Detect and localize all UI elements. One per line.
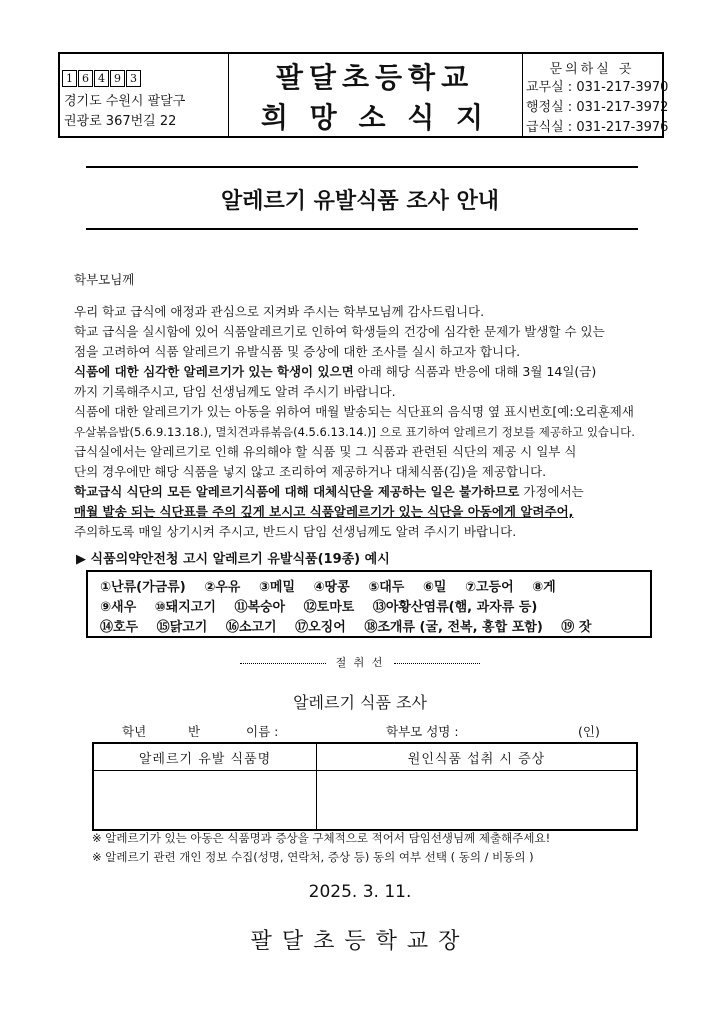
body-line: 점을 고려하여 식품 알레르기 유발식품 및 증상에 대한 조사를 실시 하고자 합니다. bbox=[74, 344, 521, 359]
contact-cell bbox=[522, 54, 669, 136]
body-line: 주의하도록 매일 상기시켜 주시고, 반드시 담임 선생님께도 알려 주시기 바랍니다. bbox=[74, 524, 517, 539]
greeting: 학부모님께 bbox=[74, 272, 135, 287]
contact-cafeteria: 급식실 : 031-217-3976 bbox=[526, 120, 669, 135]
body-line: 까지 기록해주시고, 담임 선생님께도 알려 주시기 바랍니다. bbox=[74, 384, 396, 399]
title-rule-top bbox=[86, 166, 638, 168]
allergen-item: ⑨새우 bbox=[100, 600, 137, 615]
body-line: 우살볶음밥(5.6.9.13.18.), 멸치견과류볶음(4.5.6.13.14.)] 으로 표기하여 알레르기 정보를 제공하고 있습니다. bbox=[74, 425, 635, 439]
allergen-item: ⑥밀 bbox=[422, 580, 447, 595]
allergen-item: ⑰오징어 bbox=[295, 620, 346, 635]
body-line: 우리 학교 급식에 애정과 관심으로 지켜봐 주시는 학부모님께 감사드립니다. bbox=[74, 304, 485, 319]
postal-code: 1 6 4 9 3 bbox=[62, 70, 141, 87]
address-cell bbox=[60, 54, 229, 136]
grade-label: 학년 bbox=[122, 724, 147, 739]
allergen-row bbox=[100, 576, 570, 595]
parent-name-label: 학부모 성명 : bbox=[386, 724, 459, 739]
allergen-item: ⑯소고기 bbox=[225, 620, 277, 635]
note-line: ※ 알레르기가 있는 아동은 식품명과 증상을 구체적으로 적어서 담임선생님께 제출해주세요! bbox=[92, 831, 551, 845]
allergen-food-input[interactable] bbox=[93, 771, 317, 831]
address-line2: 권광로 367번길 22 bbox=[64, 114, 177, 129]
allergen-item: ⑫토마토 bbox=[303, 600, 355, 615]
allergen-item: ②우유 bbox=[204, 580, 241, 595]
body-line-emphasis: 매월 발송 되는 식단표를 주의 깊게 보시고 식품알레르기가 있는 식단을 아동에게 알려주어, bbox=[74, 504, 574, 519]
body-line: 식품에 대한 심각한 알레르기가 있는 학생이 있으면 아래 해당 식품과 반응에 대해 3월 14일(금) bbox=[74, 364, 597, 379]
allergen-item: ⑤대두 bbox=[368, 580, 405, 595]
allergen-item: ⑬아황산염류(햄, 과자류 등) bbox=[372, 600, 538, 615]
school-name: 팔달초등학교 bbox=[275, 61, 475, 94]
body-line: 단의 경우에만 해당 식품을 넣지 않고 조리하여 제공하거나 대체식품(김)을 제공합니다. bbox=[74, 464, 547, 479]
seal-label: (인) bbox=[578, 724, 600, 739]
contact-admin: 행정실 : 031-217-3972 bbox=[526, 100, 669, 115]
allergen-item: ④땅콩 bbox=[313, 580, 350, 595]
allergen-item: ①난류(가금류) bbox=[100, 580, 186, 595]
allergen-item: ⑮닭고기 bbox=[156, 620, 208, 635]
body-line: 학교 급식을 실시함에 있어 식품알레르기로 인하여 학생들의 건강에 심각한 문제가 발생할 수 있는 bbox=[74, 324, 605, 339]
body-line: 급식실에서는 알레르기로 인해 유의해야 할 식품 및 그 식품과 관련된 식단의 제공 시 일부 식 bbox=[74, 444, 577, 459]
allergen-section-title: ▶ 식품의약안전청 고시 알레르기 유발식품(19종) 예시 bbox=[76, 552, 390, 567]
allergen-row bbox=[100, 616, 605, 635]
allergen-item: ⑱조개류 (굴, 전복, 홍합 포함) bbox=[364, 620, 543, 635]
issue-date: 2025. 3. 11. bbox=[308, 882, 412, 902]
class-label: 반 bbox=[188, 724, 201, 739]
col-symptoms: 원인식품 섭취 시 증상 bbox=[317, 743, 638, 771]
col-allergen-food: 알레르기 유발 식품명 bbox=[93, 743, 317, 771]
survey-table bbox=[92, 742, 638, 831]
contact-title: 문의하실 곳 bbox=[549, 62, 635, 77]
allergen-item: ⑲ 잣 bbox=[561, 620, 592, 635]
cut-line bbox=[0, 654, 720, 670]
document-title: 알레르기 유발식품 조사 안내 bbox=[220, 189, 499, 214]
survey-title: 알레르기 식품 조사 bbox=[293, 693, 427, 712]
school-cell bbox=[228, 54, 523, 136]
allergen-item: ⑩돼지고기 bbox=[154, 600, 216, 615]
body-line: 식품에 대한 알레르기가 있는 아동을 위하여 매월 발송되는 식단표의 음식명 옆 표시번호[예:오리훈제새 bbox=[74, 404, 634, 419]
cut-label: 절 취 선 bbox=[335, 656, 385, 669]
cut-dots-right bbox=[394, 663, 480, 664]
letterhead-box bbox=[58, 52, 669, 138]
body-bold: 식품에 대한 심각한 알레르기가 있는 학생이 있으면 bbox=[74, 364, 354, 379]
title-rule-bottom bbox=[86, 228, 638, 230]
newsletter-name: 희 망 소 식 지 bbox=[260, 101, 490, 134]
body-bold: 학교급식 식단의 모든 알레르기식품에 대해 대체식단을 제공하는 일은 불가하므로 bbox=[74, 484, 520, 499]
allergen-row bbox=[100, 596, 551, 615]
allergen-item: ③메밀 bbox=[258, 580, 295, 595]
allergen-item: ⑭호두 bbox=[100, 620, 139, 635]
cut-dots-left bbox=[240, 663, 326, 664]
address-line1: 경기도 수원시 팔달구 bbox=[64, 94, 186, 109]
allergen-item: ⑪복숭아 bbox=[234, 600, 286, 615]
allergen-list-box bbox=[86, 570, 652, 638]
note-line: ※ 알레르기 관련 개인 정보 수집(성명, 연락처, 증상 등) 동의 여부 선택 ( 동의 / 비동의 ) bbox=[92, 850, 534, 864]
symptoms-input[interactable] bbox=[317, 771, 638, 831]
contact-office: 교무실 : 031-217-3970 bbox=[526, 80, 669, 95]
principal-signature: 팔달초등학교장 bbox=[250, 929, 470, 954]
allergen-item: ⑦고등어 bbox=[464, 580, 514, 595]
name-label: 이름 : bbox=[246, 724, 279, 739]
allergen-item: ⑧게 bbox=[532, 580, 556, 595]
body-line: 학교급식 식단의 모든 알레르기식품에 대해 대체식단을 제공하는 일은 불가하므로 가정에서는 bbox=[74, 484, 584, 499]
